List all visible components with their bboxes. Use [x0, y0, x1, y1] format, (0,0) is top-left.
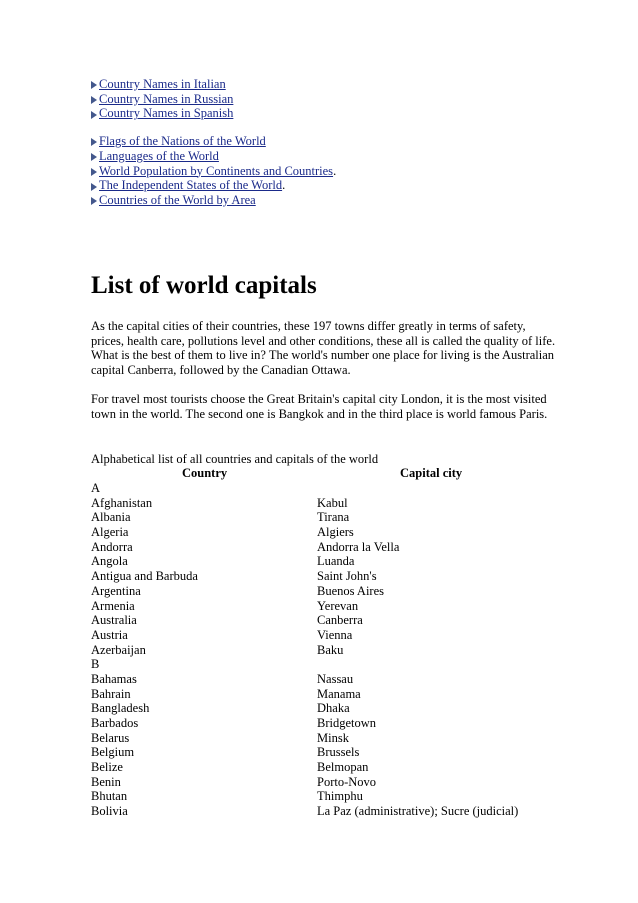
capital-cell: Vienna	[317, 627, 353, 642]
country-cell: Bahrain	[91, 686, 131, 701]
capital-cell: La Paz (administrative); Sucre (judicial)	[317, 804, 519, 819]
capital-cell: Kabul	[317, 495, 348, 510]
country-cell: Antigua and Barbuda	[91, 569, 198, 584]
arrow-bullet-icon	[91, 197, 97, 205]
link-world-population[interactable]: World Population by Continents and Countries	[99, 163, 334, 178]
intro-paragraph: As the capital cities of their countries, these 197 towns differ greatly in terms of safety, prices, health care, pollutions level and other conditions, these all is called the quality of life. What is the best of them to live in? The world's number one place for living is the Australian capital Canberra, followed by the Canadian Ottawa.	[91, 319, 556, 378]
link-independent-states[interactable]: The Independent States of the World	[99, 178, 283, 193]
capital-cell: Canberra	[317, 613, 363, 628]
capital-cell: Buenos Aires	[317, 583, 385, 598]
country-cell: Bangladesh	[91, 701, 150, 716]
country-cell: Benin	[91, 774, 121, 789]
link-trail: .	[333, 163, 337, 178]
link-row	[91, 149, 336, 164]
capital-cell: Porto-Novo	[317, 774, 377, 789]
country-cell: Albania	[91, 510, 131, 525]
link-row	[91, 106, 336, 121]
country-cell: Afghanistan	[91, 495, 153, 510]
arrow-bullet-icon	[91, 138, 97, 146]
country-cell: Bhutan	[91, 789, 128, 804]
capital-cell: Algiers	[317, 525, 354, 540]
capital-cell: Tirana	[317, 510, 350, 525]
letter-heading: A	[91, 481, 101, 495]
capital-cell: Nassau	[317, 671, 354, 686]
arrow-bullet-icon	[91, 96, 97, 104]
country-cell: Belgium	[91, 745, 135, 760]
link-row	[91, 77, 336, 92]
country-cell: Australia	[91, 613, 137, 628]
link-flags[interactable]: Flags of the Nations of the World	[99, 134, 266, 149]
link-row	[91, 178, 336, 193]
capital-cell: Dhaka	[317, 701, 350, 716]
links-group-world	[91, 134, 336, 208]
link-country-names-italian[interactable]: Country Names in Italian	[99, 77, 226, 91]
country-cell: Algeria	[91, 525, 129, 540]
link-row	[91, 92, 336, 107]
country-cell: Bahamas	[91, 671, 137, 686]
capital-cell: Minsk	[317, 730, 349, 745]
arrow-bullet-icon	[91, 183, 97, 191]
country-cell: Belize	[91, 760, 123, 775]
capital-cell: Thimphu	[317, 789, 363, 804]
country-cell: Bolivia	[91, 804, 128, 819]
capital-cell: Brussels	[317, 745, 360, 760]
arrow-bullet-icon	[91, 168, 97, 176]
arrow-bullet-icon	[91, 81, 97, 89]
country-cell: Andorra	[91, 539, 133, 554]
capital-cell: Manama	[317, 686, 361, 701]
capital-cell: Bridgetown	[317, 716, 377, 730]
list-title: Alphabetical list of all countries and capitals of the world	[91, 452, 379, 466]
country-cell: Belarus	[91, 730, 130, 745]
capital-cell: Baku	[317, 642, 344, 657]
country-cell: Barbados	[91, 716, 139, 730]
link-countries-by-area[interactable]: Countries of the World by Area	[99, 192, 256, 207]
capital-cell: Saint John's	[317, 569, 377, 584]
arrow-bullet-icon	[91, 111, 97, 119]
country-cell: Argentina	[91, 583, 141, 598]
country-cell: Armenia	[91, 598, 135, 613]
link-languages[interactable]: Languages of the World	[99, 148, 219, 163]
link-row	[91, 164, 336, 179]
capital-cell: Luanda	[317, 554, 355, 569]
travel-paragraph: For travel most tourists choose the Great Britain's capital city London, it is the most visited town in the world. The second one is Bangkok and in the third place is world famous Paris.	[91, 392, 548, 421]
link-trail: .	[282, 178, 286, 193]
country-cell: Angola	[91, 554, 128, 569]
link-country-names-spanish[interactable]: Country Names in Spanish	[99, 106, 234, 121]
country-cell: Azerbaijan	[91, 642, 146, 657]
link-row	[91, 134, 336, 149]
country-cell: Austria	[91, 627, 128, 642]
link-row	[91, 193, 336, 208]
column-header-capital: Capital city	[400, 466, 463, 480]
page-title: List of world capitals	[91, 272, 317, 299]
related-links	[91, 77, 336, 208]
arrow-bullet-icon	[91, 153, 97, 161]
capital-cell: Belmopan	[317, 760, 369, 775]
capital-cell: Andorra la Vella	[317, 539, 400, 554]
letter-heading: B	[91, 657, 100, 672]
links-group-languages	[91, 77, 336, 121]
column-header-country: Country	[182, 466, 228, 480]
link-country-names-russian[interactable]: Country Names in Russian	[99, 91, 234, 106]
capital-cell: Yerevan	[317, 598, 359, 613]
